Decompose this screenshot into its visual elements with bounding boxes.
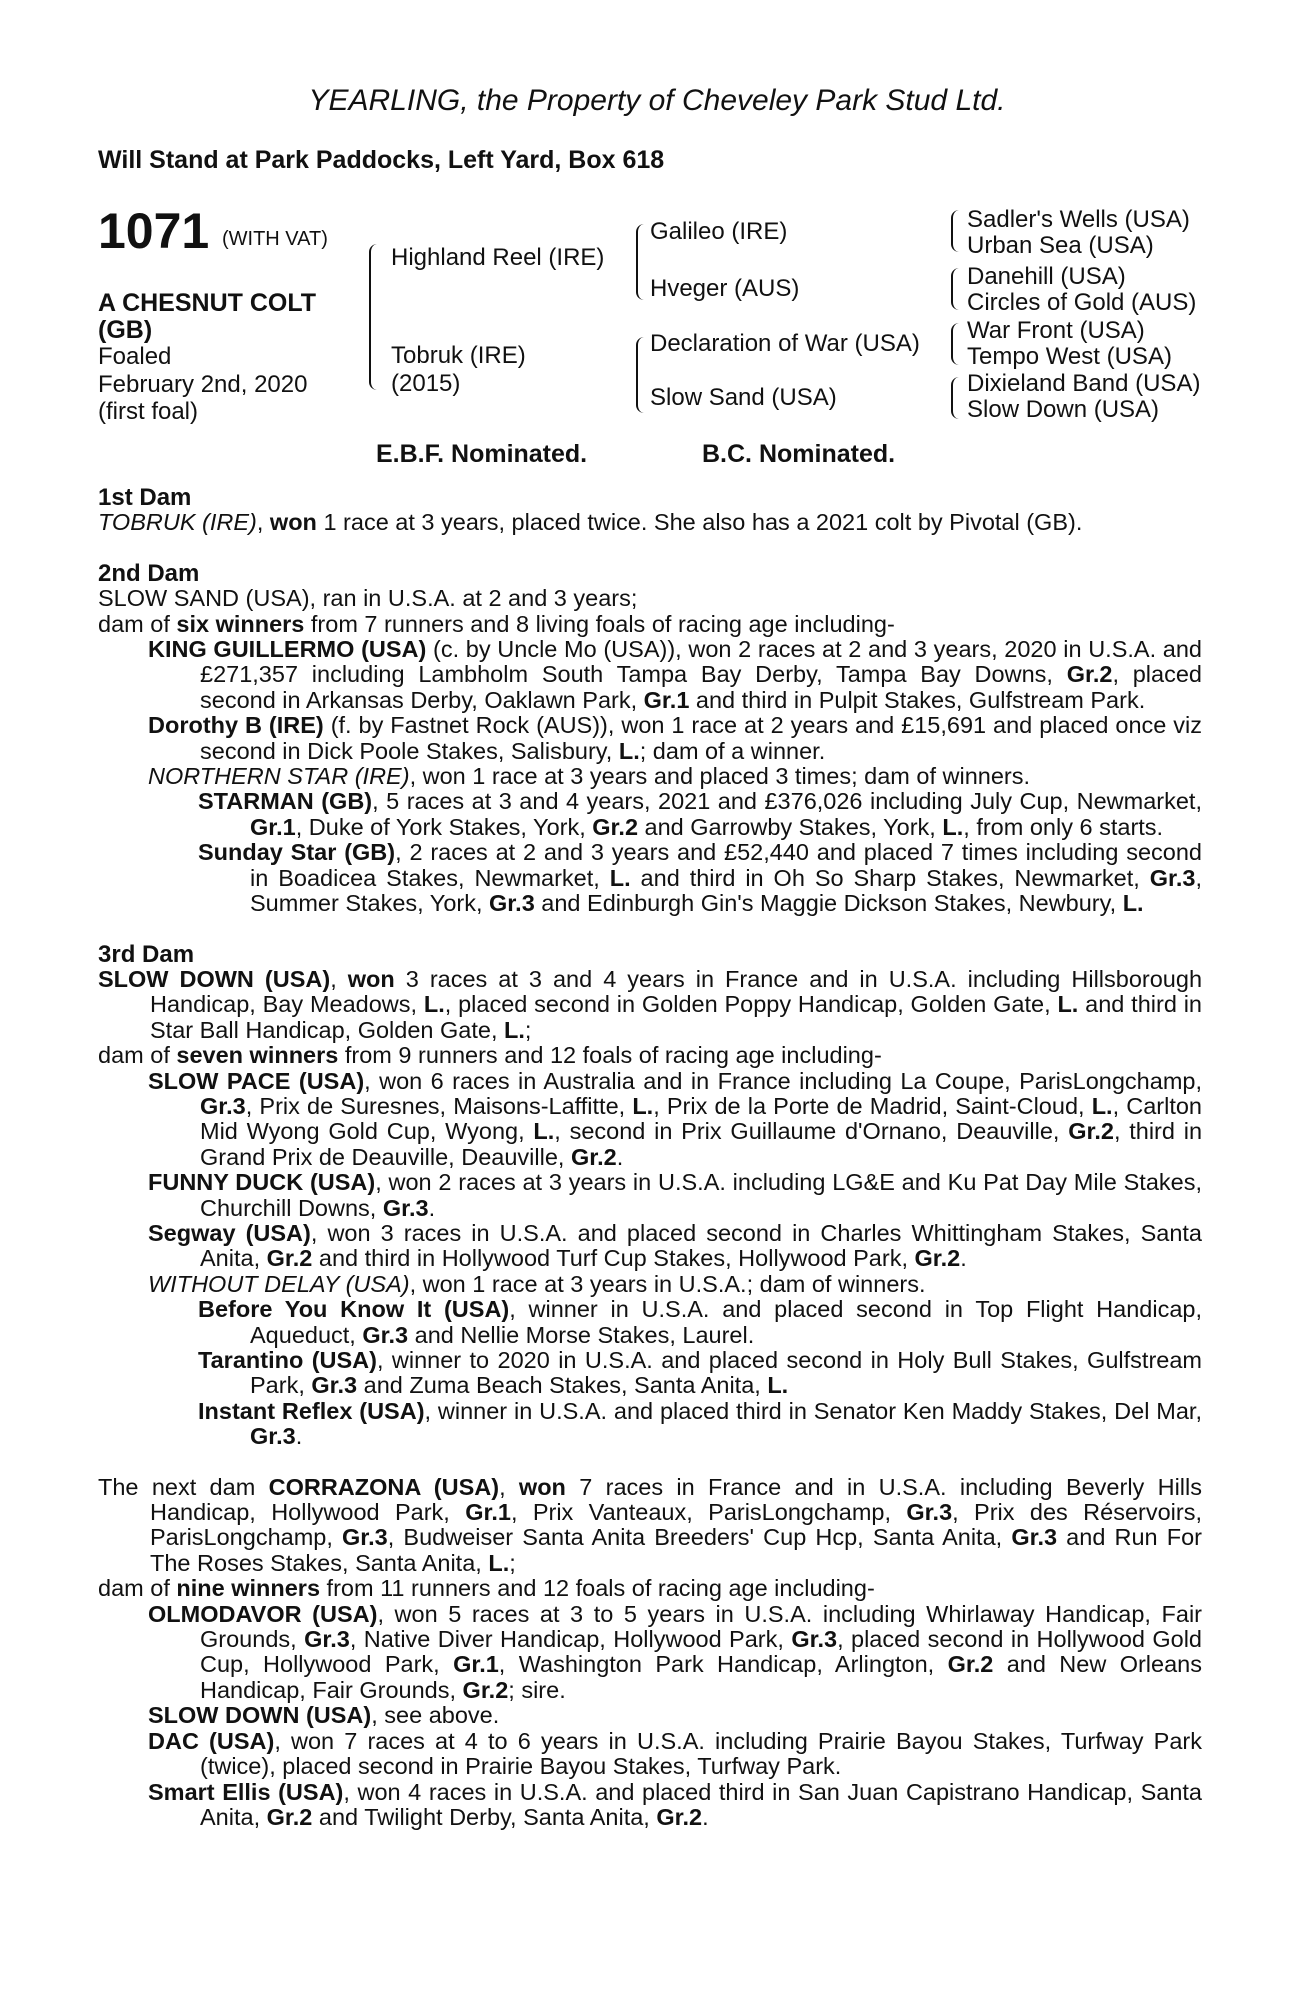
- list-item: Instant Reflex (USA), winner in U.S.A. and placed third in Senator Ken Maddy Stakes, Del Mar, Gr.3.: [198, 1397, 1202, 1450]
- pedigree-brace: [951, 210, 960, 252]
- list-item: OLMODAVOR (USA), won 5 races at 3 to 5 years in U.S.A. including Whirlaway Handicap, Fair Grounds, Gr.3, Native Diver Handicap, Hollywood Park, Gr.3, placed second in Hollywood Gold Cup, Hollywood Park, Gr.1, Washington Park Handicap, Arlington, Gr.2 and New Orleans Handicap, Fair Grounds, Gr.2; sire.: [148, 1600, 1203, 1703]
- pedigree-brace: [636, 224, 646, 300]
- lot-number: 1071: [98, 203, 210, 259]
- list-item: Dorothy B (IRE) (f. by Fastnet Rock (AUS)), won 1 race at 2 years and £15,691 and placed once viz second in Dick Poole Stakes, Salisbury, L.; dam of a winner.: [148, 712, 1202, 764]
- sire-sire: Galileo (IRE): [650, 218, 788, 245]
- ancestor-name: Circles of Gold (AUS): [967, 289, 1197, 316]
- list-item: Before You Know It (USA), winner in U.S.A. and placed second in Top Flight Handicap, Aqueduct, Gr.3 and Nellie Morse Stakes, Laurel.: [198, 1296, 1202, 1348]
- foaled-date: February 2nd, 2020: [98, 371, 308, 398]
- list-item: STARMAN (GB), 5 races at 3 and 4 years, 2021 and £376,026 including July Cup, Newmarket, Gr.1, Duke of York Stakes, York, Gr.2 and Garrowby Stakes, York, L., from only 6 starts.: [198, 788, 1202, 840]
- pedigree-brace: [369, 244, 379, 390]
- ancestor-name: Sadler's Wells (USA): [967, 206, 1190, 233]
- pedigree-brace: [951, 268, 960, 310]
- stand-location: Will Stand at Park Paddocks, Left Yard, Box 618: [98, 146, 665, 174]
- list-item: NORTHERN STAR (IRE), won 1 race at 3 years and placed 3 times; dam of winners.: [148, 763, 1031, 790]
- list-item: Smart Ellis (USA), won 4 races in U.S.A. and placed third in San Juan Capistrano Handicap, Santa Anita, Gr.2 and Twilight Derby, Santa Anita, Gr.2.: [148, 1778, 1202, 1830]
- foaled-label: Foaled: [98, 343, 172, 370]
- ancestor-name: Urban Sea (USA): [967, 232, 1154, 259]
- pedigree-brace: [951, 323, 960, 365]
- vat-note: (WITH VAT): [222, 228, 328, 250]
- pedigree-brace: [636, 337, 646, 413]
- ancestor-name: Slow Down (USA): [967, 396, 1160, 423]
- list-item: Segway (USA), won 3 races in U.S.A. and placed second in Charles Whittingham Stakes, Santa Anita, Gr.2 and third in Hollywood Turf Cup Stakes, Hollywood Park, Gr.2.: [148, 1219, 1202, 1272]
- lot-description-origin: (GB): [98, 316, 153, 344]
- list-item: FUNNY DUCK (USA), won 2 races at 3 years in U.S.A. including LG&E and Ku Pat Day Mile Stakes, Churchill Downs, Gr.3.: [148, 1169, 1202, 1221]
- bc-nomination: B.C. Nominated.: [702, 440, 896, 468]
- produce-record: [98, 485, 1202, 1830]
- dam-sire: Declaration of War (USA): [650, 330, 920, 357]
- list-item: KING GUILLERMO (USA) (c. by Uncle Mo (USA)), won 2 races at 2 and 3 years, 2020 in U.S.A. and £271,357 including Lambholm South Tampa Bay Derby, Tampa Bay Downs, Gr.2, placed second in Arkansas Derby, Oaklawn Park, Gr.1 and third in Pulpit Stakes, Gulfstream Park.: [148, 636, 1202, 713]
- section-heading: 2nd Dam: [98, 559, 200, 587]
- foal-note: (first foal): [98, 398, 199, 425]
- sire-name: Highland Reel (IRE): [391, 244, 605, 271]
- list-item: WITHOUT DELAY (USA), won 1 race at 3 years in U.S.A.; dam of winners.: [148, 1270, 926, 1297]
- second-dam-produce: dam of six winners from 7 runners and 8 living foals of racing age including-: [98, 610, 895, 637]
- sire-dam: Hveger (AUS): [650, 275, 800, 302]
- next-dam-produce: dam of nine winners from 11 runners and 12 foals of racing age including-: [98, 1575, 875, 1602]
- section-heading: 3rd Dam: [98, 940, 195, 968]
- section-heading: 1st Dam: [98, 484, 192, 511]
- page-title: YEARLING, the Property of Cheveley Park Stud Ltd.: [308, 84, 1006, 117]
- dam-year: (2015): [391, 370, 461, 397]
- third-dam-record: SLOW DOWN (USA), won 3 races at 3 and 4 years in France and in U.S.A. including Hillsborough Handicap, Bay Meadows, L., placed second in Golden Poppy Handicap, Golden Gate, L. and third in Star Ball Handicap, Golden Gate, L.;: [98, 965, 1203, 1043]
- list-item: SLOW DOWN (USA), see above.: [148, 1702, 500, 1729]
- pedigree-brace: [951, 377, 960, 419]
- ancestor-name: War Front (USA): [967, 317, 1145, 344]
- list-item: DAC (USA), won 7 races at 4 to 6 years in U.S.A. including Prairie Bayou Stakes, Turfway Park (twice), placed second in Prairie Bayou Stakes, Turfway Park.: [148, 1727, 1202, 1780]
- ancestor-name: Dixieland Band (USA): [967, 370, 1201, 397]
- second-dam-record: SLOW SAND (USA), ran in U.S.A. at 2 and 3 years;: [98, 585, 638, 612]
- ebf-nomination: E.B.F. Nominated.: [376, 440, 588, 468]
- list-item: Sunday Star (GB), 2 races at 2 and 3 years and £52,440 and placed 7 times including second in Boadicea Stakes, Newmarket, L. and third in Oh So Sharp Stakes, Newmarket, Gr.3, Summer Stakes, York, Gr.3 and Edinburgh Gin's Maggie Dickson Stakes, Newbury, L.: [198, 839, 1202, 917]
- ancestor-name: Tempo West (USA): [967, 343, 1172, 370]
- dam-name: Tobruk (IRE): [391, 342, 526, 369]
- dam-dam: Slow Sand (USA): [650, 384, 837, 411]
- lot-description: A CHESNUT COLT: [98, 289, 317, 317]
- next-dam-record: The next dam CORRAZONA (USA), won 7 races in France and in U.S.A. including Beverly Hills Handicap, Hollywood Park, Gr.1, Prix Vanteaux, ParisLongchamp, Gr.3, Prix des Réservoirs, ParisLongchamp, Gr.3, Budweiser Santa Anita Breeders' Cup Hcp, Santa Anita, Gr.3 and Run For The Roses Stakes, Santa Anita, L.;: [98, 1473, 1203, 1576]
- ancestor-name: Danehill (USA): [967, 263, 1126, 290]
- third-dam-produce: dam of seven winners from 9 runners and 12 foals of racing age including-: [98, 1042, 882, 1069]
- first-dam-record: TOBRUK (IRE), won 1 race at 3 years, placed twice. She also has a 2021 colt by Pivotal (GB).: [98, 509, 1083, 536]
- list-item: SLOW PACE (USA), won 6 races in Australia and in France including La Coupe, ParisLongchamp, Gr.3, Prix de Suresnes, Maisons-Laffitte, L., Prix de la Porte de Madrid, Saint-Cloud, L., Carlton Mid Wyong Gold Cup, Wyong, L., second in Prix Guillaume d'Ornano, Deauville, Gr.2, third in Grand Prix de Deauville, Deauville, Gr.2.: [148, 1067, 1203, 1170]
- list-item: Tarantino (USA), winner to 2020 in U.S.A. and placed second in Holy Bull Stakes, Gulfstream Park, Gr.3 and Zuma Beach Stakes, Santa Anita, L.: [198, 1347, 1202, 1399]
